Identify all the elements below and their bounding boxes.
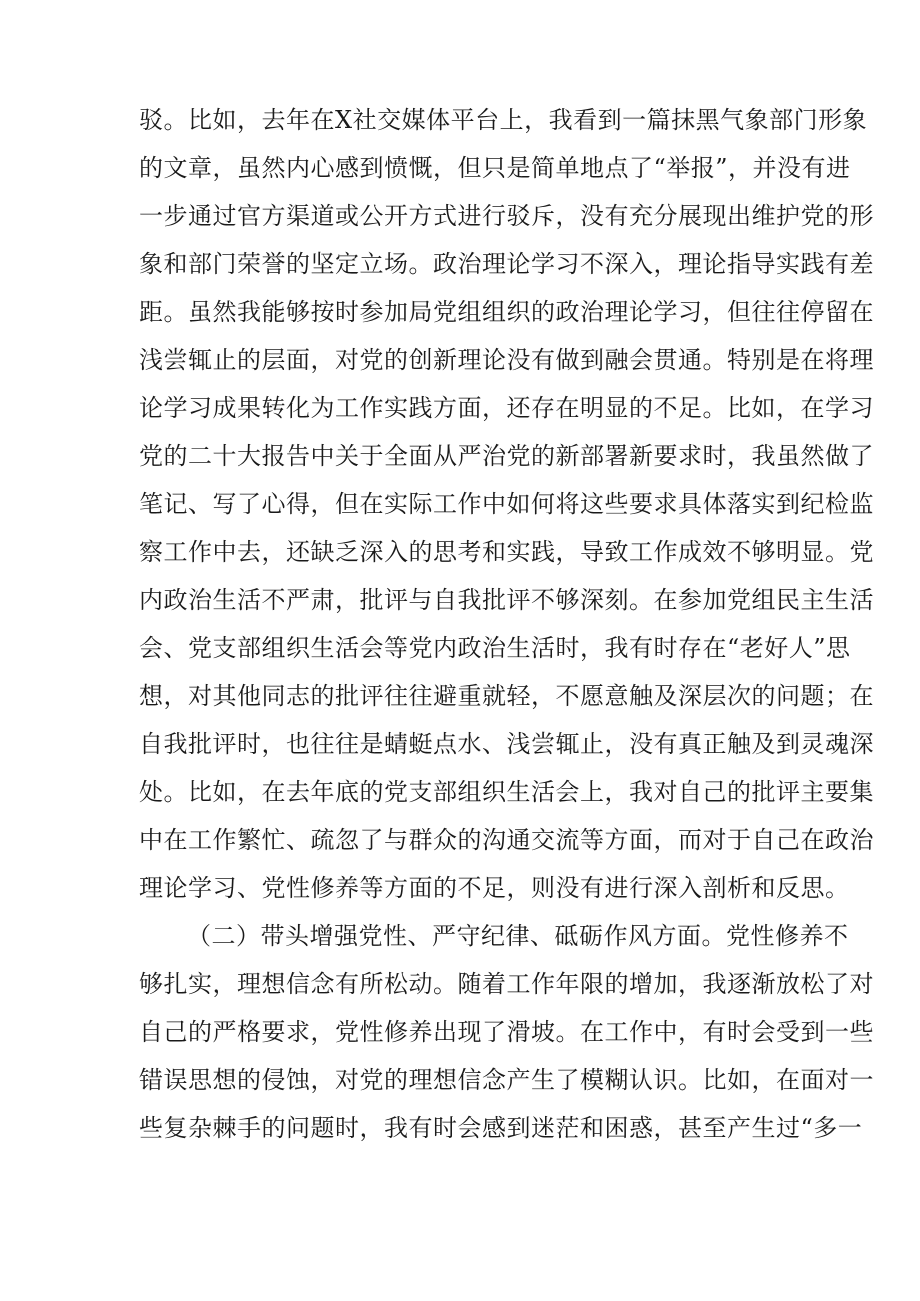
text-line: 处。比如，在去年底的党支部组织生活会上，我对自己的批评主要集 [139,778,874,806]
text-line: 驳。比如，去年在X社交媒体平台上，我看到一篇抹黑气象部门形象 [139,106,868,134]
text-line: 的文章，虽然内心感到愤慨，但只是简单地点了“举报”，并没有进 [139,154,851,182]
text-line: 笔记、写了心得，但在实际工作中如何将这些要求具体落实到纪检监 [139,490,874,518]
text-line: 自己的严格要求，党性修养出现了滑坡。在工作中，有时会受到一些 [139,1018,874,1046]
text-line: 自我批评时，也往往是蜻蜓点水、浅尝辄止，没有真正触及到灵魂深 [139,730,874,758]
text-line: 够扎实，理想信念有所松动。随着工作年限的增加，我逐渐放松了对 [139,970,874,998]
text-line: 些复杂棘手的问题时，我有时会感到迷茫和困惑，甚至产生过“多一 [139,1114,863,1142]
text-line: 想，对其他同志的批评往往避重就轻，不愿意触及深层次的问题；在 [139,682,874,710]
text-line: 党的二十大报告中关于全面从严治党的新部署新要求时，我虽然做了 [139,442,874,470]
text-line: 会、党支部组织生活会等党内政治生活时，我有时存在“老好人”思 [139,634,851,662]
text-line: 察工作中去，还缺乏深入的思考和实践，导致工作成效不够明显。党 [139,538,874,566]
text-line: 错误思想的侵蚀，对党的理想信念产生了模糊认识。比如，在面对一 [139,1066,874,1094]
text-line: 论学习成果转化为工作实践方面，还存在明显的不足。比如，在学习 [139,394,874,422]
text-line: 浅尝辄止的层面，对党的创新理论没有做到融会贯通。特别是在将理 [139,346,874,374]
text-line: 一步通过官方渠道或公开方式进行驳斥，没有充分展现出维护党的形 [139,202,874,230]
text-line: 理论学习、党性修养等方面的不足，则没有进行深入剖析和反思。 [139,874,850,902]
text-line: 中在工作繁忙、疏忽了与群众的沟通交流等方面，而对于自己在政治 [139,826,874,854]
text-line: 象和部门荣誉的坚定立场。政治理论学习不深入，理论指导实践有差 [139,250,874,278]
text-line: 距。虽然我能够按时参加局党组组织的政治理论学习，但往往停留在 [139,298,874,326]
text-line: 内政治生活不严肃，批评与自我批评不够深刻。在参加党组民主生活 [139,586,874,614]
section-heading-line: （二）带头增强党性、严守纪律、砥砺作风方面。党性修养不 [187,922,849,950]
